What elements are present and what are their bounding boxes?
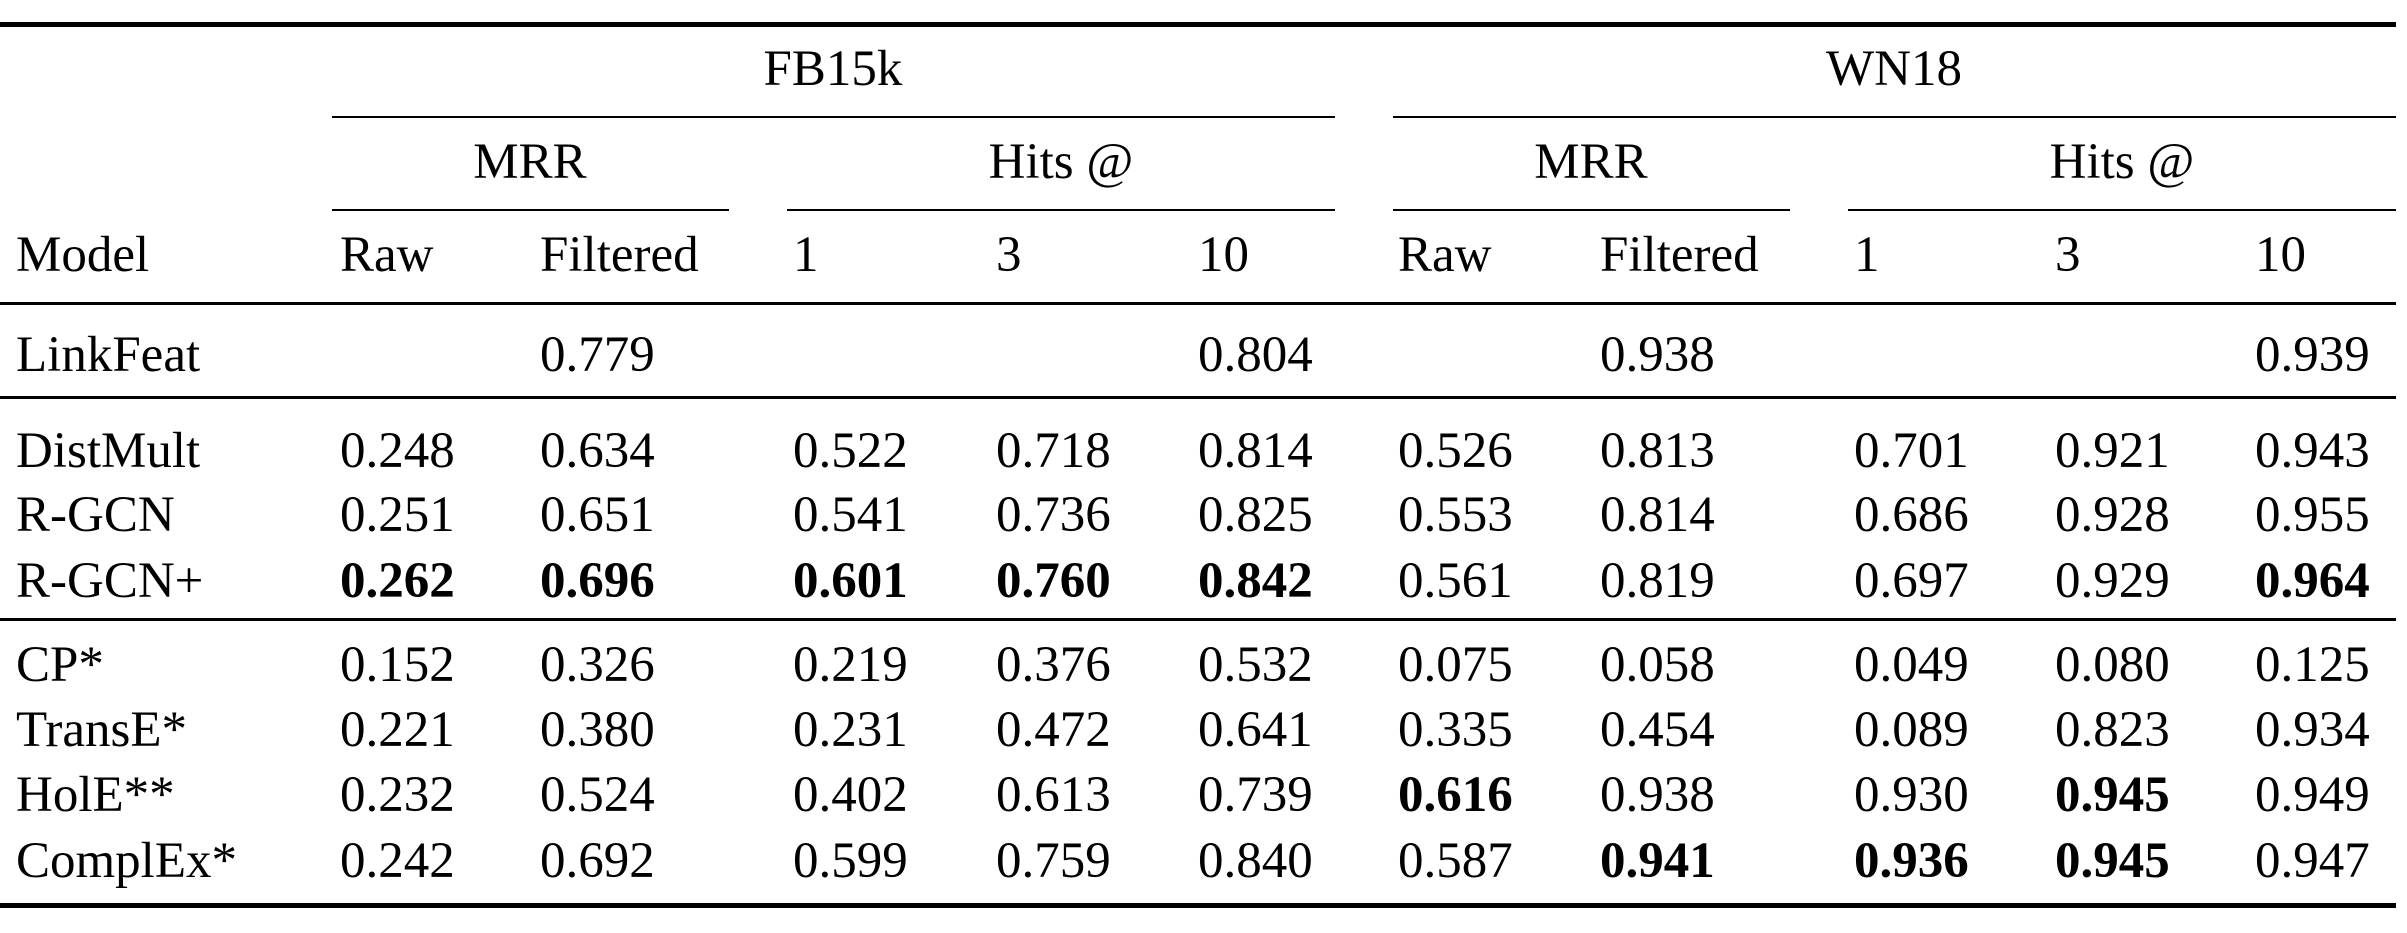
fb15k-underline	[332, 116, 1335, 118]
column-header-7: Filtered	[1600, 227, 1759, 283]
table-cell: 0.804	[1198, 327, 1313, 383]
table-cell: 0.221	[340, 702, 455, 758]
table-cell: 0.587	[1398, 833, 1513, 889]
table-cell: 0.921	[2055, 423, 2170, 479]
table-cell: 0.779	[540, 327, 655, 383]
table-cell: 0.814	[1198, 423, 1313, 479]
table-cell: 0.947	[2255, 833, 2370, 889]
table-cell: 0.641	[1198, 702, 1313, 758]
table-cell: 0.613	[996, 767, 1111, 823]
table-cell: 0.231	[793, 702, 908, 758]
table-cell: 0.075	[1398, 637, 1513, 693]
metric-header-fb15k-mrr: MRR	[473, 134, 587, 190]
table-cell: 0.814	[1600, 487, 1715, 543]
table-cell: 0.949	[2255, 767, 2370, 823]
model-name: CP*	[16, 637, 104, 693]
table-cell: 0.242	[340, 833, 455, 889]
table-cell: 0.686	[1854, 487, 1969, 543]
table-cell: 0.941	[1600, 833, 1715, 889]
table-cell: 0.692	[540, 833, 655, 889]
table-cell: 0.634	[540, 423, 655, 479]
table-cell: 0.380	[540, 702, 655, 758]
top-rule	[0, 22, 2396, 27]
table-cell: 0.402	[793, 767, 908, 823]
table-cell: 0.964	[2255, 553, 2370, 609]
table-cell: 0.248	[340, 423, 455, 479]
table-cell: 0.819	[1600, 553, 1715, 609]
table-cell: 0.232	[340, 767, 455, 823]
table-cell: 0.541	[793, 487, 908, 543]
table-cell: 0.553	[1398, 487, 1513, 543]
metric-header-fb15k-hits: Hits @	[988, 134, 1134, 190]
table-cell: 0.125	[2255, 637, 2370, 693]
table-cell: 0.955	[2255, 487, 2370, 543]
column-header-3: 1	[793, 227, 819, 283]
column-header-9: 3	[2055, 227, 2081, 283]
linkfeat-rule	[0, 396, 2396, 399]
table-cell: 0.262	[340, 553, 455, 609]
model-name: LinkFeat	[16, 327, 201, 383]
table-cell: 0.823	[2055, 702, 2170, 758]
table-cell: 0.936	[1854, 833, 1969, 889]
table-cell: 0.080	[2055, 637, 2170, 693]
table-cell: 0.759	[996, 833, 1111, 889]
group-rule	[0, 618, 2396, 621]
table-cell: 0.736	[996, 487, 1111, 543]
column-header-2: Filtered	[540, 227, 699, 283]
table-cell: 0.697	[1854, 553, 1969, 609]
wn18-mrr-underline	[1393, 209, 1790, 211]
model-name: DistMult	[16, 423, 201, 479]
table-cell: 0.532	[1198, 637, 1313, 693]
metric-header-wn18-hits: Hits @	[2049, 134, 2195, 190]
table-cell: 0.739	[1198, 767, 1313, 823]
column-header-8: 1	[1854, 227, 1880, 283]
table-cell: 0.934	[2255, 702, 2370, 758]
table-cell: 0.599	[793, 833, 908, 889]
table-cell: 0.454	[1600, 702, 1715, 758]
table-cell: 0.939	[2255, 327, 2370, 383]
table-cell: 0.335	[1398, 702, 1513, 758]
fb15k-mrr-underline	[332, 209, 729, 211]
table-cell: 0.089	[1854, 702, 1969, 758]
table-cell: 0.472	[996, 702, 1111, 758]
table-cell: 0.524	[540, 767, 655, 823]
table-cell: 0.945	[2055, 767, 2170, 823]
column-header-10: 10	[2255, 227, 2306, 283]
table-cell: 0.522	[793, 423, 908, 479]
column-header-4: 3	[996, 227, 1022, 283]
table-cell: 0.696	[540, 553, 655, 609]
column-header-6: Raw	[1398, 227, 1492, 283]
table-cell: 0.219	[793, 637, 908, 693]
wn18-hits-underline	[1848, 209, 2396, 211]
table-cell: 0.651	[540, 487, 655, 543]
table-cell: 0.049	[1854, 637, 1969, 693]
header-rule	[0, 302, 2396, 305]
table-cell: 0.152	[340, 637, 455, 693]
table-cell: 0.376	[996, 637, 1111, 693]
table-cell: 0.928	[2055, 487, 2170, 543]
table-cell: 0.701	[1854, 423, 1969, 479]
model-name: R-GCN+	[16, 553, 204, 609]
table-cell: 0.929	[2055, 553, 2170, 609]
model-name: HolE**	[16, 767, 175, 823]
table-cell: 0.842	[1198, 553, 1313, 609]
table-cell: 0.718	[996, 423, 1111, 479]
table-cell: 0.616	[1398, 767, 1513, 823]
bottom-rule	[0, 903, 2396, 908]
table-cell: 0.813	[1600, 423, 1715, 479]
table-cell: 0.943	[2255, 423, 2370, 479]
metric-header-wn18-mrr: MRR	[1534, 134, 1648, 190]
table-cell: 0.561	[1398, 553, 1513, 609]
table-cell: 0.526	[1398, 423, 1513, 479]
table-cell: 0.251	[340, 487, 455, 543]
table-cell: 0.825	[1198, 487, 1313, 543]
column-header-0: Model	[16, 227, 150, 283]
table-cell: 0.601	[793, 553, 908, 609]
model-name: R-GCN	[16, 487, 175, 543]
table-cell: 0.938	[1600, 767, 1715, 823]
wn18-underline	[1393, 116, 2396, 118]
table-cell: 0.760	[996, 553, 1111, 609]
column-header-5: 10	[1198, 227, 1249, 283]
table-cell: 0.326	[540, 637, 655, 693]
table-cell: 0.840	[1198, 833, 1313, 889]
column-header-1: Raw	[340, 227, 434, 283]
group-header-fb15k: FB15k	[763, 41, 903, 97]
fb15k-hits-underline	[787, 209, 1335, 211]
group-header-wn18: WN18	[1826, 41, 1962, 97]
table-cell: 0.938	[1600, 327, 1715, 383]
table-cell: 0.058	[1600, 637, 1715, 693]
table-cell: 0.945	[2055, 833, 2170, 889]
model-name: TransE*	[16, 702, 187, 758]
model-name: ComplEx*	[16, 833, 238, 889]
table-cell: 0.930	[1854, 767, 1969, 823]
